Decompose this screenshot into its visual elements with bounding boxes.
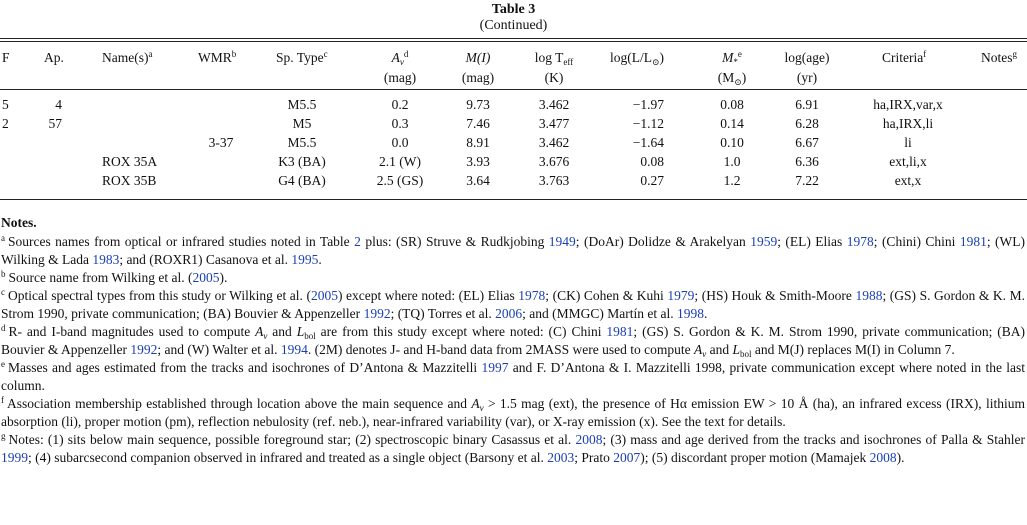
cell-teff: 3.477	[538, 116, 570, 131]
ref-link[interactable]: 1997	[481, 360, 509, 375]
cell-mass: 1.0	[723, 154, 741, 169]
ref-link[interactable]: 1978	[518, 288, 546, 303]
cell-teff: 3.763	[538, 173, 570, 188]
cell-teff: 3.676	[538, 154, 570, 169]
cell-f: 5	[2, 97, 9, 112]
ref-link[interactable]: 1995	[291, 252, 319, 267]
ref-link[interactable]: 1981	[959, 234, 987, 249]
bottom-rule	[0, 199, 1027, 200]
col-header-names: $Name(s)^a$	[102, 49, 153, 65]
note-g: $^g$ Notes: (1) sits below main sequence, possible foreground star; (2) spectroscopic binary Casassus et al. 2008; (3) mass and age derived from the tracks and isochrones of Palla & Stahler 1999; (4) subarcsecond companion observed in infrared and treated as a single object (Barsony et al. 2003; Prato 2007); (5) discordant proper motion (Mamajek 2008).	[1, 431, 1026, 465]
cell-age: 7.22	[795, 173, 819, 188]
ref-link[interactable]: 1979	[667, 288, 695, 303]
cell-criteria: ha,IRX,var,x	[873, 97, 943, 112]
ref-link[interactable]: 2006	[495, 306, 523, 321]
col-header-criteria: Criteria$^f$	[882, 49, 927, 65]
ref-link[interactable]: 1999	[1, 450, 28, 465]
cell-lum: 0.08	[640, 154, 664, 169]
cell-lum: −1.64	[632, 135, 664, 150]
col-header-av: $A_v^d$ (mag)	[383, 49, 417, 85]
ref-link[interactable]: 2005	[192, 270, 220, 285]
ref-link[interactable]: 2007	[613, 450, 641, 465]
ref-link[interactable]: 1992	[363, 306, 391, 321]
cell-name: ROX 35B	[102, 173, 157, 188]
cell-sptype: K3 (BA)	[278, 154, 326, 169]
notes-heading: Notes.	[1, 215, 37, 230]
cell-lum: −1.97	[632, 97, 664, 112]
top-rule	[0, 38, 1027, 39]
ref-link[interactable]: 1992	[130, 342, 158, 357]
note-d: $^d$ R- and I-band magnitudes used to compute $A_v$ and $L_{bol}$ are from this study except where noted: (C) Chini 1981; (GS) S. Gordon & K. M. Strom 1990, private communication; (BA) Bouvier & Appenzeller 1992; and (W) Walter et al. 1994. (2M) denotes J- and H-band data from 2MASS were used to compute $A_v$ and $L_{bol}$ and M(J) replaces M(I) in Column 7.	[1, 323, 1025, 359]
cell-mi: 8.91	[466, 135, 490, 150]
cell-criteria: ext,li,x	[889, 154, 927, 169]
cell-teff: 3.462	[538, 135, 570, 150]
note-f: $^f$ Association membership established through location above the main sequence and $A_v > 1.5$ mag (ext), the presence of Hα emission EW > 10 Å (ha), an infrared excess (IRX), lithium absorption (li), proper motion (pm), reflection nebulosity (ref. neb.), near-infrared variability (var), or X-ray emission (x). See the text for details.	[1, 395, 1025, 429]
table-row	[0, 96, 1027, 115]
ref-link[interactable]: 2005	[310, 288, 338, 303]
cell-criteria: ha,IRX,li	[882, 116, 934, 131]
table-row	[0, 172, 1027, 191]
note-e: $^e$ Masses and ages estimated from the tracks and isochrones of D’Antona & Mazzitelli 1997 and F. D’Antona & I. Mazzitelli 1998, private communication except where noted in the last column.	[1, 359, 1025, 393]
cell-av: 0.3	[391, 116, 409, 131]
table-row	[0, 134, 1027, 153]
cell-sptype: G4 (BA)	[278, 173, 326, 188]
table-title: Table 3	[491, 2, 536, 17]
cell-ap: 4	[55, 97, 62, 112]
col-header-sptype: Sp. Type$^c$	[276, 49, 328, 65]
cell-f: 2	[2, 116, 9, 131]
ref-link[interactable]: 1981	[606, 324, 634, 339]
cell-criteria: li	[904, 135, 912, 150]
cell-age: 6.67	[795, 135, 819, 150]
ref-link[interactable]: 1998	[676, 306, 704, 321]
ref-link[interactable]: 1994	[280, 342, 308, 357]
cell-mass: 1.2	[723, 173, 741, 188]
cell-age: 6.28	[795, 116, 819, 131]
cell-sptype: M5	[292, 116, 312, 131]
col-header-age: log(age) (yr)	[784, 50, 830, 85]
cell-lum: 0.27	[640, 173, 664, 188]
top-rule-second	[0, 41, 1027, 42]
cell-criteria: ext,x	[894, 173, 922, 188]
cell-mi: 3.93	[466, 154, 490, 169]
col-header-wmr: WMR$^b$	[198, 49, 237, 65]
ref-link[interactable]: 2008	[869, 450, 897, 465]
cell-teff: 3.462	[538, 97, 570, 112]
note-a: $^a$ Sources names from optical or infrared studies noted in Table 2 plus: (SR) Struve & Rudkjobing 1949; (DoAr) Dolidze & Arakelyan 1959; (EL) Elias 1978; (Chini) Chini 1981; (WL) Wilking & Lada 1983; and (ROXR1) Casanova et al. 1995.	[1, 233, 1025, 267]
cell-av: 2.1 (W)	[379, 154, 421, 169]
ref-link[interactable]: 2008	[575, 432, 603, 447]
cell-mi: 7.46	[466, 116, 490, 131]
col-header-ap: Ap.	[44, 50, 64, 65]
ref-link[interactable]: 2	[354, 234, 361, 249]
cell-mi: 9.73	[466, 97, 490, 112]
ref-link[interactable]: 1983	[92, 252, 120, 267]
header-rule	[0, 89, 1027, 90]
cell-age: 6.91	[795, 97, 819, 112]
cell-name: ROX 35A	[102, 154, 158, 169]
cell-mass: 0.14	[720, 116, 744, 131]
col-header-mi: M(I) (mag)	[461, 50, 495, 85]
ref-link[interactable]: 1978	[846, 234, 874, 249]
cell-av: 0.2	[391, 97, 409, 112]
cell-ap: 57	[48, 116, 62, 131]
col-header-mass: $M_*^e$ $(M_⊙)$	[717, 49, 747, 87]
ref-link[interactable]: 1988	[855, 288, 883, 303]
cell-av: 0.0	[391, 135, 409, 150]
ref-link[interactable]: 2003	[547, 450, 575, 465]
cell-lum: −1.12	[632, 116, 664, 131]
table-row	[0, 115, 1027, 134]
col-header-notes: Notes$^g$	[981, 49, 1017, 65]
cell-age: 6.36	[795, 154, 819, 169]
table-row	[0, 153, 1027, 172]
table-notes	[1, 214, 1025, 467]
note-b: $^b$ Source name from Wilking et al. (2005).	[1, 269, 228, 285]
cell-sptype: M5.5	[287, 97, 317, 112]
ref-link[interactable]: 1959	[750, 234, 778, 249]
col-header-f: F	[2, 50, 10, 65]
table-subtitle: (Continued)	[479, 18, 548, 33]
col-header-lum: $\log(L/L_⊙)$	[610, 50, 665, 67]
note-c: $^c$ Optical spectral types from this study or Wilking et al. (2005) except where noted: (EL) Elias 1978; (CK) Cohen & Kuhi 1979; (HS) Houk & Smith-Moore 1988; (GS) S. Gordon & K. M. Strom 1990, private communication; (BA) Bouvier & Appenzeller 1992; (TQ) Torres et al. 2006; and (MMGC) Martín et al. 1998.	[1, 287, 1026, 321]
col-header-teff: $\log T_{eff}$ (K)	[534, 50, 574, 85]
cell-wmr: 3-37	[208, 135, 234, 150]
cell-mi: 3.64	[466, 173, 490, 188]
ref-link[interactable]: 1949	[548, 234, 576, 249]
cell-sptype: M5.5	[287, 135, 317, 150]
cell-mass: 0.10	[720, 135, 744, 150]
cell-mass: 0.08	[720, 97, 744, 112]
cell-av: 2.5 (GS)	[376, 173, 424, 188]
